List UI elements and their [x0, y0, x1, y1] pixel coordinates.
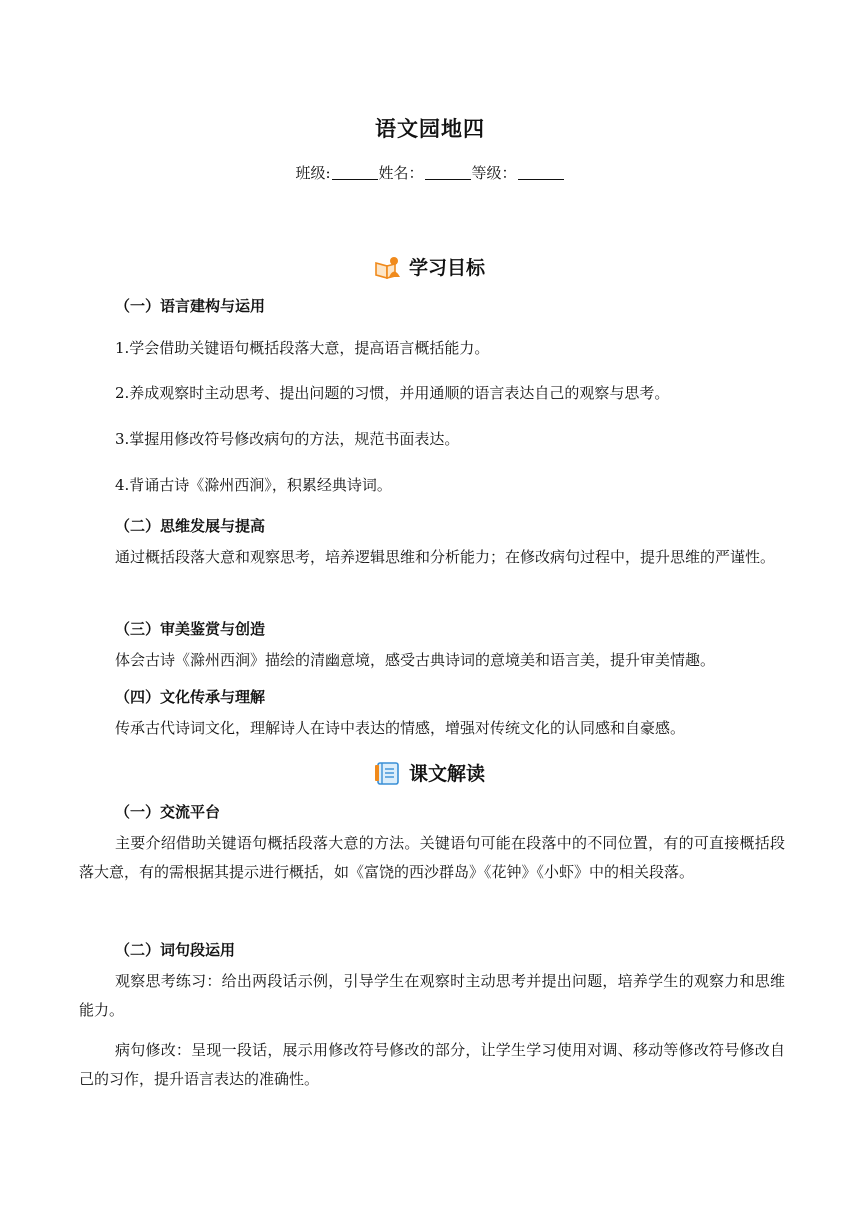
subheading-thinking: （二）思维发展与提高: [115, 517, 266, 535]
goal-item-4: 4.背诵古诗《滁州西涧》，积累经典诗词。: [115, 476, 392, 494]
paragraph-observation: 观察思考练习：给出两段话示例，引导学生在观察时主动思考并提出问题，培养学生的观察力和思维能力。: [79, 972, 785, 1019]
class-blank[interactable]: [332, 165, 378, 180]
paragraph-culture: 传承古代诗词文化，理解诗人在诗中表达的情感，增强对传统文化的认同感和自豪感。: [115, 719, 686, 737]
subheading-culture: （四）文化传承与理解: [115, 688, 266, 706]
paragraph-correction: 病句修改：呈现一段话，展示用修改符号修改的部分，让学生学习使用对调、移动等修改符号修改自己的习作，提升语言表达的准确性。: [79, 1041, 785, 1088]
subheading-usage: （二）词句段运用: [115, 941, 236, 959]
subheading-exchange: （一）交流平台: [115, 803, 221, 821]
grade-blank[interactable]: [518, 165, 564, 180]
page-title: 语文园地四: [375, 117, 485, 141]
class-label: 班级:: [295, 164, 331, 182]
paragraph-exchange: 主要介绍借助关键语句概括段落大意的方法。关键语句可能在段落中的不同位置，有的可直接概括段落大意，有的需根据其提示进行概括，如《富饶的西沙群岛》《花钟》《小虾》中的相关段落。: [79, 834, 785, 881]
goal-item-2: 2.养成观察时主动思考、提出问题的习惯，并用通顺的语言表达自己的观察与思考。: [115, 384, 670, 402]
section-heading-goals: [0, 253, 860, 280]
subheading-aesthetics: （三）审美鉴赏与创造: [115, 620, 266, 638]
subheading-language: （一）语言建构与运用: [115, 297, 266, 315]
goal-item-1: 1.学会借助关键语句概括段落大意，提高语言概括能力。: [115, 339, 490, 357]
grade-label: 等级：: [471, 164, 517, 182]
section-heading-reading: [0, 759, 860, 786]
section-title: 学习目标: [408, 257, 485, 279]
section-title: 课文解读: [408, 763, 485, 785]
reading-person-icon: [375, 255, 401, 279]
goal-item-3: 3.掌握用修改符号修改病句的方法，规范书面表达。: [115, 430, 460, 448]
paragraph-thinking: 通过概括段落大意和观察思考，培养逻辑思维和分析能力；在修改病句过程中，提升思维的严谨性。: [115, 548, 776, 566]
name-blank[interactable]: [425, 165, 471, 180]
paragraph-aesthetics: 体会古诗《滁州西涧》描绘的清幽意境，感受古典诗词的意境美和语言美，提升审美情趣。: [115, 651, 716, 669]
notebook-pen-icon: [375, 761, 401, 785]
name-label: 姓名：: [378, 164, 424, 182]
student-info-line: [0, 162, 860, 183]
